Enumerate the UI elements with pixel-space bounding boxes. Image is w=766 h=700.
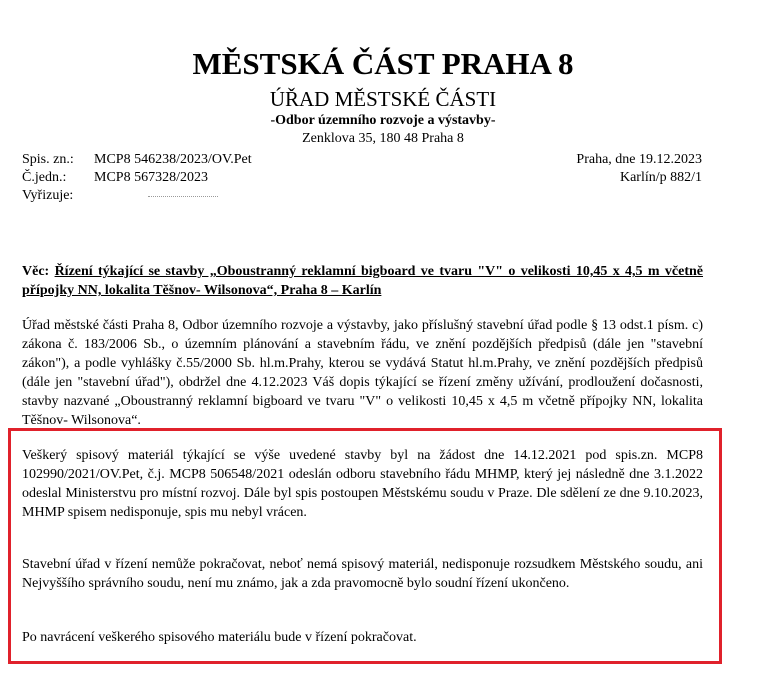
office-subtitle: ÚŘAD MĚSTSKÉ ČÁSTI bbox=[269, 87, 497, 111]
department-name: -Odbor územního rozvoje a výstavby- bbox=[270, 113, 496, 128]
office-address: Zenklova 35, 180 48 Praha 8 bbox=[302, 131, 464, 146]
subject-text: Řízení týkající se stavby „Oboustranný reklamní bigboard ve tvaru "V" o velikosti 10,45 x 4,5 m včetně přípojky NN, lokalita Těšnov- Wilsonova“, Praha 8 – Karlín bbox=[22, 264, 704, 298]
subject-line bbox=[22, 262, 703, 300]
paragraph-file-history: Veškerý spisový materiál týkající se výše uvedené stavby byl na žádost dne 14.12.2021 pod spis.zn. MCP8 102990/2021/OV.Pet, č.j. MCP8 506548/2021 odeslán odboru stavebního řádu MHMP, který jej následně dne 3.1.2022 odeslal Ministerstvu pro místní rozvoj. Dále byl spis postoupen Městskému soudu v Praze. Dle sdělení ze dne 9.10.2023, MHMP spisem nedisponuje, spis mu nebyl vrácen. bbox=[22, 448, 703, 520]
vyrizuje-label: Vyřizuje: bbox=[22, 188, 74, 203]
paragraph-intro: Úřad městské části Praha 8, Odbor územního rozvoje a výstavby, jako příslušný stavební úřad podle § 13 odst.1 písm. c) zákona č. 183/2006 Sb., o územním plánování a stavebním řádu, ve znění pozdějších předpisů (dále jen "stavební zákon"), a podle vyhlášky č.55/2000 Sb. hl.m.Prahy, kterou se vydává Statut hl.m.Prahy, ve znění pozdějších předpisů (dále jen "stavební úřad"), obdržel dne 4.12.2023 Váš dopis týkající se řízení změny užívání, prodloužení dočasnosti, stavby nazvané „Oboustranný reklamní bigboard ve tvaru "V" o velikosti 10,45 x 4,5 m včetně přípojky NN, lokalita Těšnov- Wilsonova“. bbox=[22, 318, 703, 428]
paragraph-will-continue: Po navrácení veškerého spisového materiálu bude v řízení pokračovat. bbox=[22, 630, 417, 645]
place-date: Praha, dne 19.12.2023 bbox=[576, 152, 702, 167]
cj-label: Č.jedn.: bbox=[22, 170, 67, 185]
cj-value: MCP8 567328/2023 bbox=[94, 170, 208, 185]
spis-value: MCP8 546238/2023/OV.Pet bbox=[94, 152, 252, 167]
spis-label: Spis. zn.: bbox=[22, 152, 74, 167]
subject-label: Věc: bbox=[22, 264, 50, 279]
redacted-name bbox=[148, 196, 218, 198]
parcel-number: Karlín/p 882/1 bbox=[619, 170, 702, 185]
office-title: MĚSTSKÁ ČÁST PRAHA 8 bbox=[192, 46, 574, 81]
paragraph-cannot-continue: Stavební úřad v řízení nemůže pokračovat, neboť nemá spisový materiál, nedisponuje rozsudkem Městského soudu, ani Nejvyššího správního soudu, není mu známo, jak a zda pravomocně bylo soudní řízení ukončeno. bbox=[22, 557, 703, 591]
